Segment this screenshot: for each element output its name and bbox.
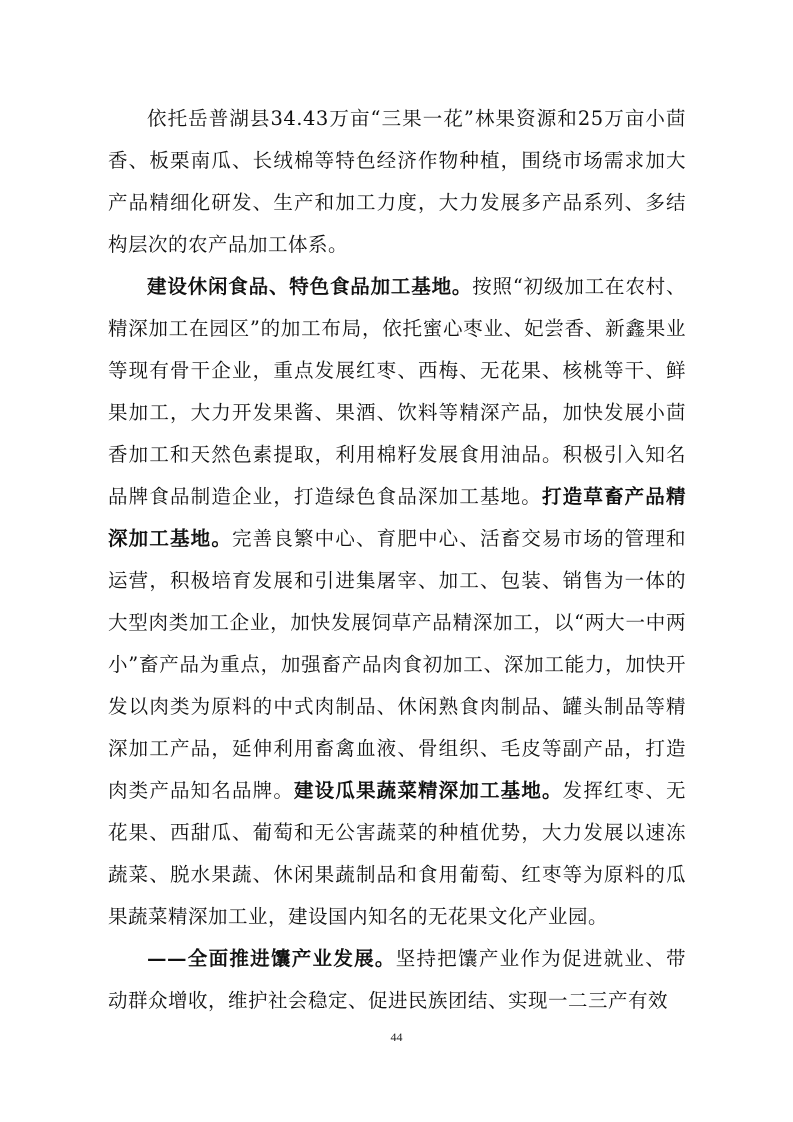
paragraph-text: 坚持把馕产业作为促进就业、带动群众增收，维护社会稳定、促进民族团结、实现一二三产有效: [108, 947, 686, 1012]
paragraph-text: 按照“初级加工在农村、精深加工在园区”的加工布局，依托蜜心枣业、妃尝香、新鑫果业等现有骨干企业，重点发展红枣、西梅、无花果、核桃等干、鲜果加工，大力开发果酱、果酒、饮料等精深产品，加快发展小茴香加工和天然色素提取，利用棉籽发展食用油品。积极引入知名品牌食品制造企业，打造绿色食品深加工基地。: [108, 275, 686, 508]
heading-naan-industry: ——全面推进馕产业发展。: [147, 947, 396, 970]
heading-livestock-base: 打造草畜产品精深加工基地。: [108, 485, 686, 550]
paragraph-resources: [108, 98, 686, 266]
page-body: [108, 98, 686, 1022]
heading-leisure-food-base: 建设休闲食品、特色食品加工基地。: [147, 275, 473, 298]
paragraph-naan-industry: [108, 938, 686, 1022]
page-number: 44: [390, 1030, 403, 1044]
paragraph-text: 发挥红枣、无花果、西甜瓜、葡萄和无公害蔬菜的种植优势，大力发展以速冻蔬菜、脱水果蔬、休闲果蔬制品和食用葡萄、红枣等为原料的瓜果蔬菜精深加工业，建设国内知名的无花果文化产业园。: [108, 779, 686, 928]
paragraph-processing-bases: [108, 266, 686, 938]
paragraph-text: 依托岳普湖县34.43万亩“三果一花”林果资源和25万亩小茴香、板栗南瓜、长绒棉等特色经济作物种植，围绕市场需求加大产品精细化研发、生产和加工力度，大力发展多产品系列、多结构层次的农产品加工体系。: [108, 107, 686, 256]
paragraph-text: 完善良繁中心、育肥中心、活畜交易市场的管理和运营，积极培育发展和引进集屠宰、加工、包装、销售为一体的大型肉类加工企业，加快发展饲草产品精深加工，以“两大一中两小”畜产品为重点，加强畜产品肉食初加工、深加工能力，加快开发以肉类为原料的中式肉制品、休闲熟食肉制品、罐头制品等精深加工产品，延伸利用畜禽血液、骨组织、毛皮等副产品，打造肉类产品知名品牌。: [108, 527, 686, 802]
heading-fruit-vegetable-base: 建设瓜果蔬菜精深加工基地。: [294, 779, 563, 802]
